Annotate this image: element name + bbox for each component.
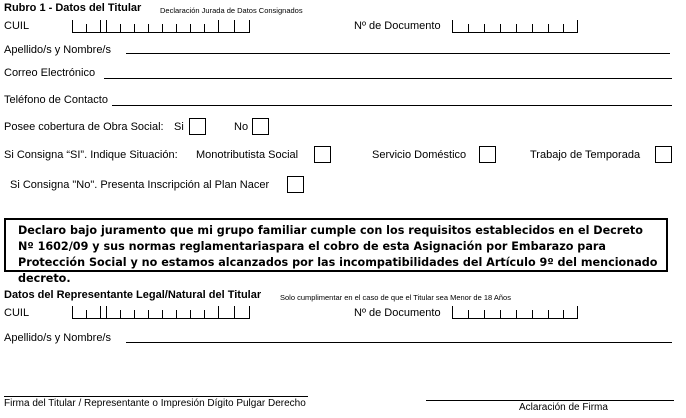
si-consigna-no-label: Si Consigna "No". Presenta Inscripción al Plan Nacer: [10, 179, 270, 191]
representante-cuil-label: CUIL: [4, 307, 30, 319]
telefono-label: Teléfono de Contacto: [4, 94, 108, 106]
representante-cuil-input[interactable]: [72, 306, 250, 319]
documento-label: Nº de Documento: [354, 20, 441, 32]
cuil-input[interactable]: [72, 20, 250, 33]
apellido-input[interactable]: [126, 53, 670, 54]
trabajo-temporada-label: Trabajo de Temporada: [530, 149, 641, 161]
firma-label: Firma del Titular / Representante o Impresión Dígito Pulgar Derecho: [4, 398, 306, 409]
declaracion-jurada-box: [4, 218, 668, 285]
section-title-titular: Rubro 1 - Datos del Titular: [4, 2, 142, 14]
telefono-input[interactable]: [112, 105, 672, 106]
servicio-domestico-label: Servicio Doméstico: [372, 149, 467, 161]
si-consigna-si-label: Si Consigna “SI”. Indique Situación:: [4, 149, 178, 161]
representante-apellido-label: Apellido/s y Nombre/s: [4, 332, 111, 344]
documento-input[interactable]: [452, 20, 578, 33]
representante-note: Solo cumplimentar en el caso de que el Titular sea Menor de 18 Años: [280, 293, 511, 302]
aclaracion-line[interactable]: [426, 400, 674, 401]
obra-social-no-checkbox[interactable]: [252, 118, 269, 135]
representante-apellido-input[interactable]: [126, 342, 672, 343]
trabajo-temporada-checkbox[interactable]: [655, 146, 672, 163]
apellido-label: Apellido/s y Nombre/s: [4, 44, 111, 56]
declaracion-text: Declaro bajo juramento que mi grupo familiar cumple con los requisitos establecidos en el Decreto Nº 1602/09 y sus normas reglamentariaspara el cobro de esta Asignación por Embarazo para Protección Social y no estamos alcanzados por las incompatibilidades del Artículo 9º del mencionado decreto.: [18, 224, 658, 285]
representante-documento-input[interactable]: [452, 306, 578, 319]
obra-social-no-label: No: [234, 121, 249, 133]
section-title-representante: Datos del Representante Legal/Natural del Titular: [4, 289, 262, 301]
obra-social-label: Posee cobertura de Obra Social:: [4, 121, 164, 133]
obra-social-si-checkbox[interactable]: [189, 118, 206, 135]
correo-input[interactable]: [104, 78, 672, 79]
section-subtitle: Declaración Jurada de Datos Consignados: [160, 6, 303, 15]
cuil-label: CUIL: [4, 20, 30, 32]
firma-line[interactable]: [4, 396, 308, 397]
monotributista-checkbox[interactable]: [314, 146, 331, 163]
aclaracion-label: Aclaración de Firma: [519, 402, 608, 413]
representante-documento-label: Nº de Documento: [354, 307, 441, 319]
servicio-domestico-checkbox[interactable]: [479, 146, 496, 163]
plan-nacer-checkbox[interactable]: [287, 176, 304, 193]
correo-label: Correo Electrónico: [4, 67, 96, 79]
obra-social-si-label: Si: [174, 121, 184, 133]
monotributista-label: Monotributista Social: [196, 149, 299, 161]
